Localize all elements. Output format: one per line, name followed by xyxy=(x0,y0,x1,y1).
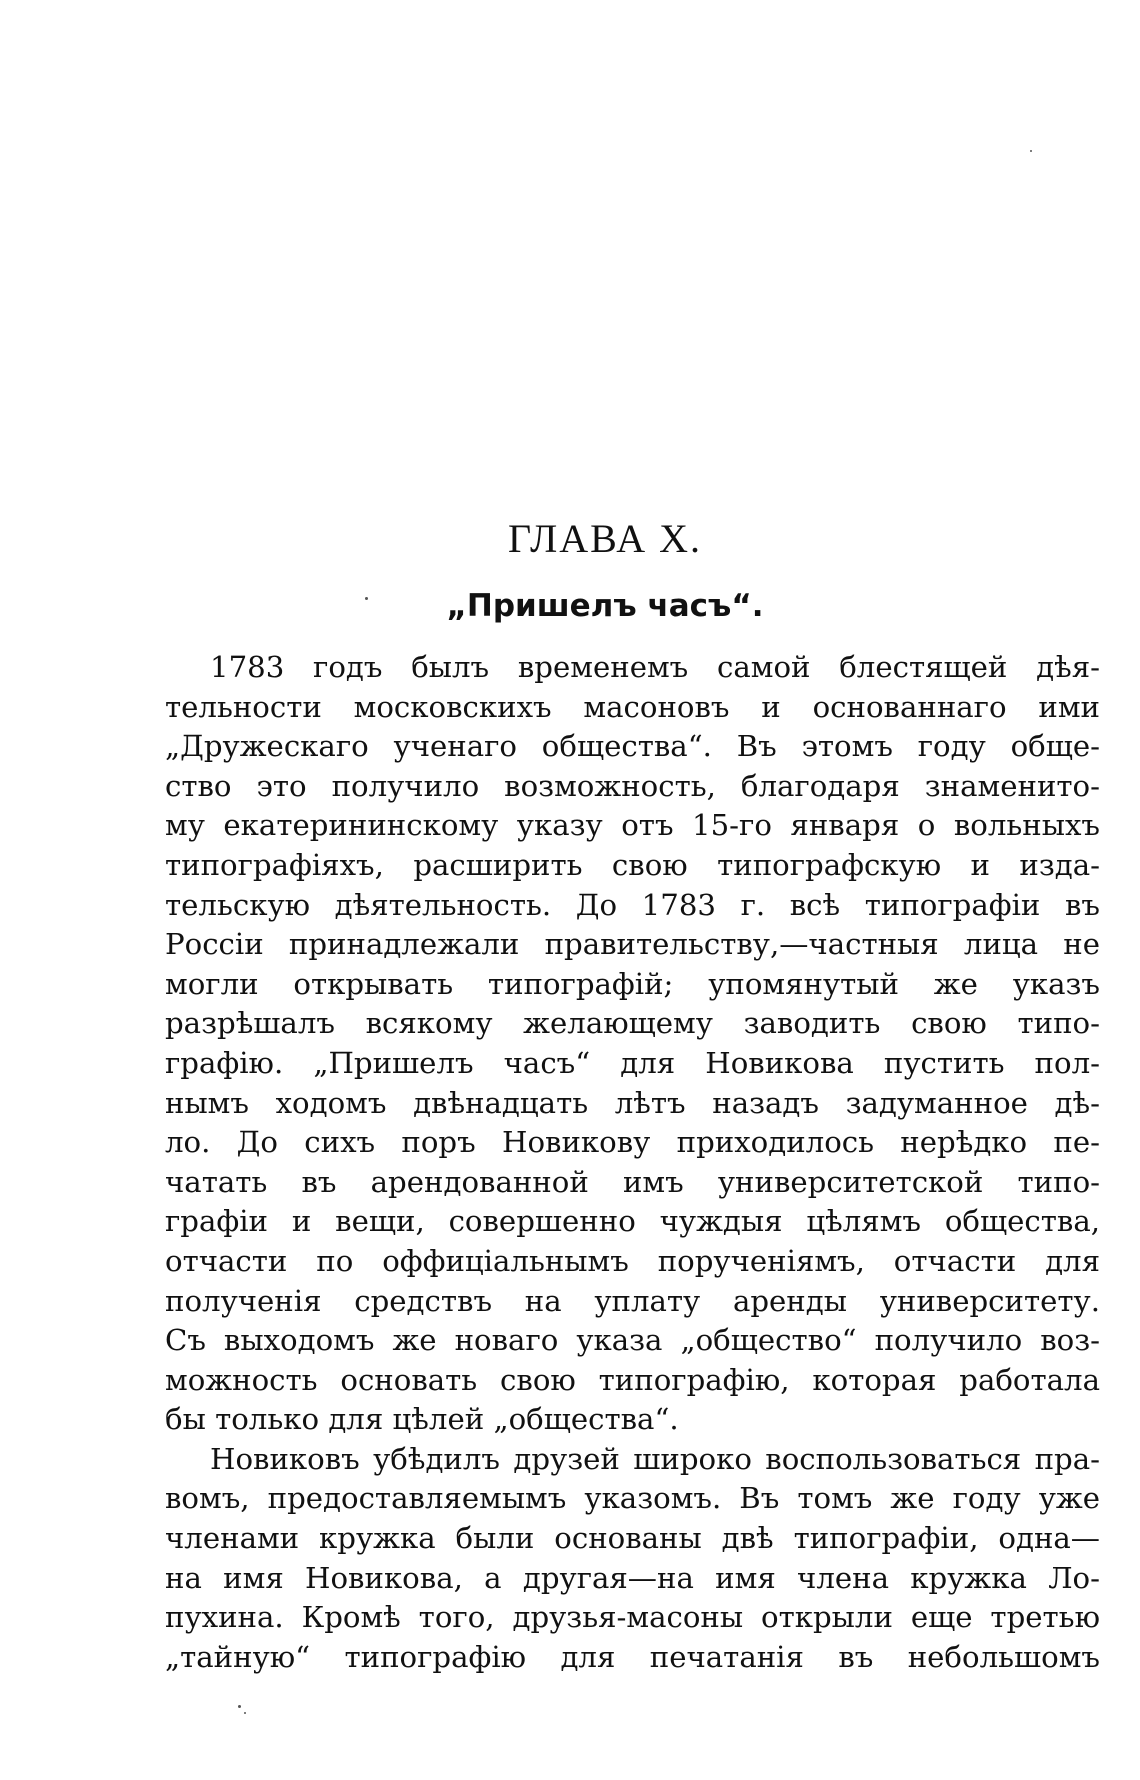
paragraph-2 xyxy=(165,1440,1100,1678)
text-line: типографіяхъ, расширить свою типографскую и изда- xyxy=(165,847,1100,882)
scan-speck xyxy=(238,1705,241,1708)
text-line: ство это получило возможность, благодаря знаменито- xyxy=(165,768,1100,803)
text-line: „тайную“ типографію для печатанія въ небольшомъ xyxy=(165,1639,1100,1674)
text-line: Новиковъ убѣдилъ друзей широко воспользоваться пра- xyxy=(210,1441,1100,1476)
scan-speck xyxy=(1030,150,1032,152)
text-line: Съ выходомъ же новаго указа „общество“ получило воз- xyxy=(165,1323,1100,1358)
text-line: тельности московскихъ масоновъ и основаннаго ими xyxy=(165,689,1100,724)
text-line: на имя Новикова, а другая—на имя члена кружка Ло- xyxy=(165,1560,1100,1595)
text-line: ло. До сихъ поръ Новикову приходилось нерѣдко пе- xyxy=(165,1125,1100,1160)
text-line: „Дружескаго ученаго общества“. Въ этомъ году обще- xyxy=(165,729,1100,764)
text-line: можность основать свою типографію, которая работала xyxy=(165,1362,1100,1397)
text-line: графію. „Пришелъ часъ“ для Новикова пустить пол- xyxy=(165,1045,1100,1080)
text-line: бы только для цѣлей „общества“. xyxy=(165,1402,679,1437)
scan-speck xyxy=(244,1712,246,1714)
text-line: полученія средствъ на уплату аренды университету. xyxy=(165,1283,1100,1318)
text-line: могли открывать типографій; упомянутый же указъ xyxy=(165,966,1100,1001)
text-line: членами кружка были основаны двѣ типографіи, одна— xyxy=(165,1521,1100,1556)
text-line: пухина. Кромѣ того, друзья-масоны открыли еще третью xyxy=(165,1600,1100,1635)
text-line: Россіи принадлежали правительству,—частныя лица не xyxy=(165,927,1100,962)
text-line: тельскую дѣятельность. До 1783 г. всѣ типографіи въ xyxy=(165,887,1100,922)
chapter-title: „Пришелъ часъ“. xyxy=(446,588,764,624)
chapter-heading: ГЛАВА X. xyxy=(507,516,703,561)
chapter-body xyxy=(165,648,1100,1677)
scan-speck xyxy=(365,597,368,600)
text-line: разрѣшалъ всякому желающему заводить свою типо- xyxy=(165,1006,1100,1041)
paragraph-1 xyxy=(165,648,1100,1440)
text-line: отчасти по оффиціальнымъ порученіямъ, отчасти для xyxy=(165,1243,1100,1278)
text-line: вомъ, предоставляемымъ указомъ. Въ томъ же году уже xyxy=(165,1481,1100,1516)
text-line: графіи и вещи, совершенно чуждыя цѣлямъ общества, xyxy=(165,1204,1100,1239)
text-line: му екатерининскому указу отъ 15-го января о вольныхъ xyxy=(165,808,1100,843)
text-line: чатать въ арендованной имъ университетской типо- xyxy=(165,1164,1100,1199)
text-line: нымъ ходомъ двѣнадцать лѣтъ назадъ задуманное дѣ- xyxy=(165,1085,1100,1120)
text-line: 1783 годъ былъ временемъ самой блестящей дѣя- xyxy=(210,650,1100,684)
